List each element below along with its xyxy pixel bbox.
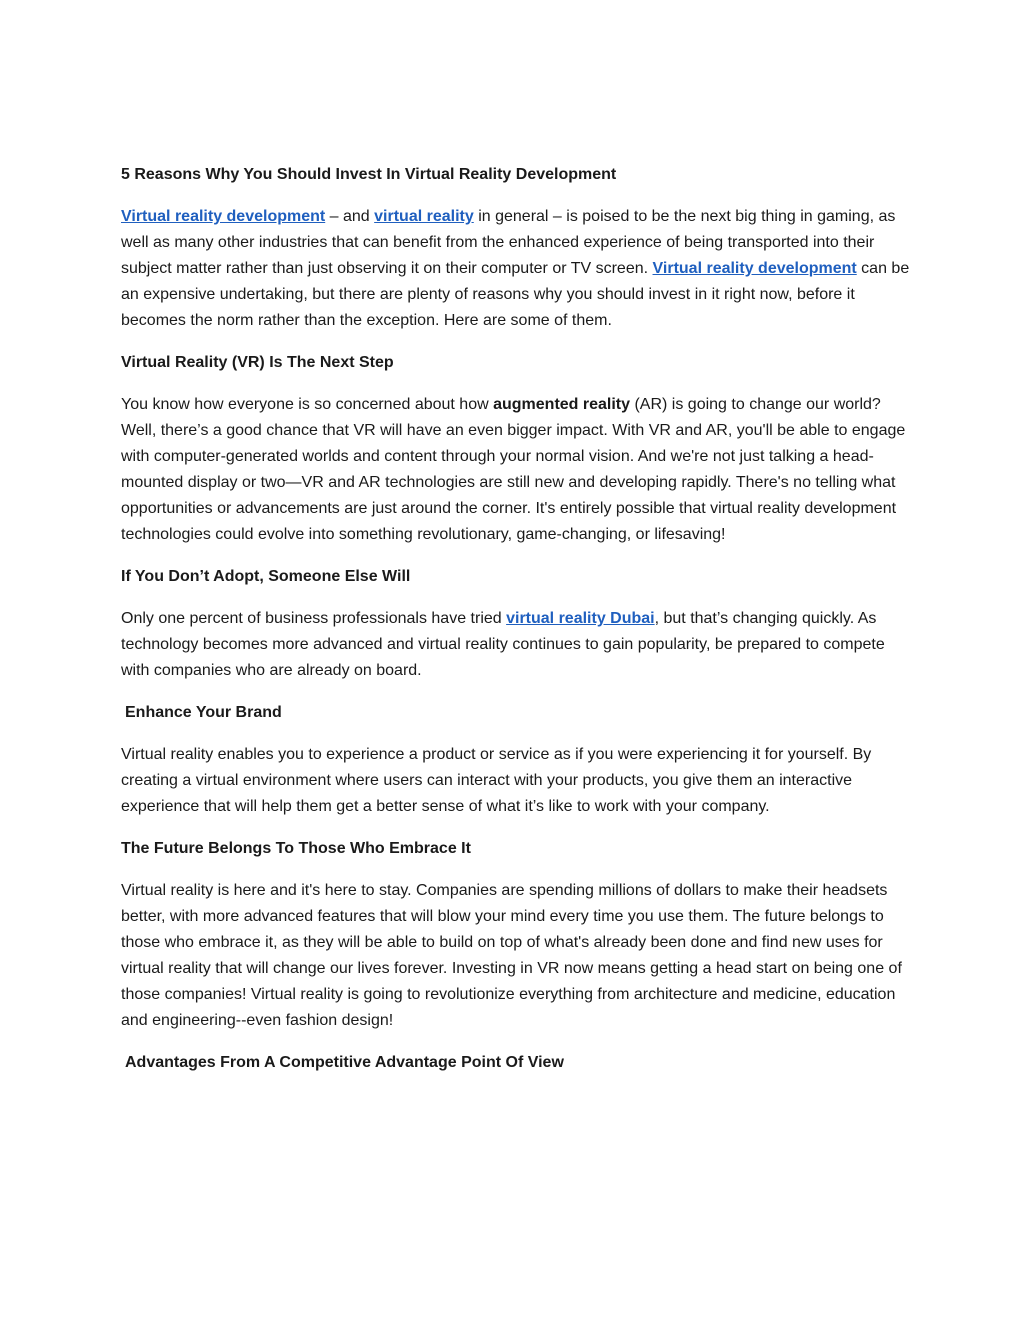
vr-development-link-2[interactable]: Virtual reality development [652,260,857,277]
adopt-text-a: Only one percent of business professionals have tried [121,610,507,627]
section-paragraph-future: Virtual reality is here and it's here to stay. Companies are spending millions of dollars to make their headsets better, with more advanced features that will blow your mind every time you use them. The future belongs to those who embrace it, as they will be able to build on top of what's already been done and find new uses for virtual reality that will change our lives forever. Investing in VR now means getting a head start on being one of those companies! Virtual reality is going to revolutionize everything from architecture and medicine, education and engineering--even fashion design! [121,882,902,1029]
vr-dubai-link[interactable]: virtual reality Dubai [506,610,655,627]
intro-text-2: in general – is poised to be the next big thing in gaming, as well as many other industries that can benefit from the enhanced experience of being transported into their subject matter rather than just observing it on their computer or TV screen. [121,208,896,277]
intro-text-1: – and [325,208,375,225]
adopt-text-b: , but that’s changing quickly. As technology becomes more advanced and virtual reality continues to gain popularity, be prepared to compete with companies who are already on board. [121,610,885,679]
next-step-text-b: (AR) is going to change our world? Well, there’s a good chance that VR will have an even bigger impact. With VR and AR, you'll be able to engage with computer-generated worlds and content through your normal vision. And we're not just talking a head-mounted display or two—VR and AR technologies are still new and developing rapidly. There's no telling what opportunities or advancements are just around the corner. It's entirely possible that virtual reality development technologies could evolve into something revolutionary, game-changing, or lifesaving! [121,396,906,543]
document-page [121,162,911,1092]
vr-development-link-1[interactable]: Virtual reality development [121,208,326,225]
section-paragraph-brand: Virtual reality enables you to experience a product or service as if you were experiencing it for yourself. By creating a virtual environment where users can interact with your products, you give them an interactive experience that will help them get a better sense of what it’s like to work with your company. [121,746,872,815]
augmented-reality-bold: augmented reality [493,396,631,413]
section-heading-next-step: Virtual Reality (VR) Is The Next Step [121,354,394,371]
next-step-text-a: You know how everyone is so concerned about how [121,396,494,413]
section-paragraph-adopt [121,606,911,684]
document-title: 5 Reasons Why You Should Invest In Virtual Reality Development [121,166,617,183]
intro-text-3: can be an expensive undertaking, but there are plenty of reasons why you should invest in it right now, before it becomes the norm rather than the exception. Here are some of them. [121,260,910,329]
section-paragraph-next-step [121,392,911,548]
section-heading-advantages: Advantages From A Competitive Advantage Point Of View [125,1054,564,1071]
virtual-reality-link[interactable]: virtual reality [374,208,474,225]
section-heading-adopt: If You Don’t Adopt, Someone Else Will [121,568,411,585]
section-heading-brand: Enhance Your Brand [125,704,282,721]
section-heading-future: The Future Belongs To Those Who Embrace It [121,840,471,857]
intro-paragraph [121,204,911,334]
